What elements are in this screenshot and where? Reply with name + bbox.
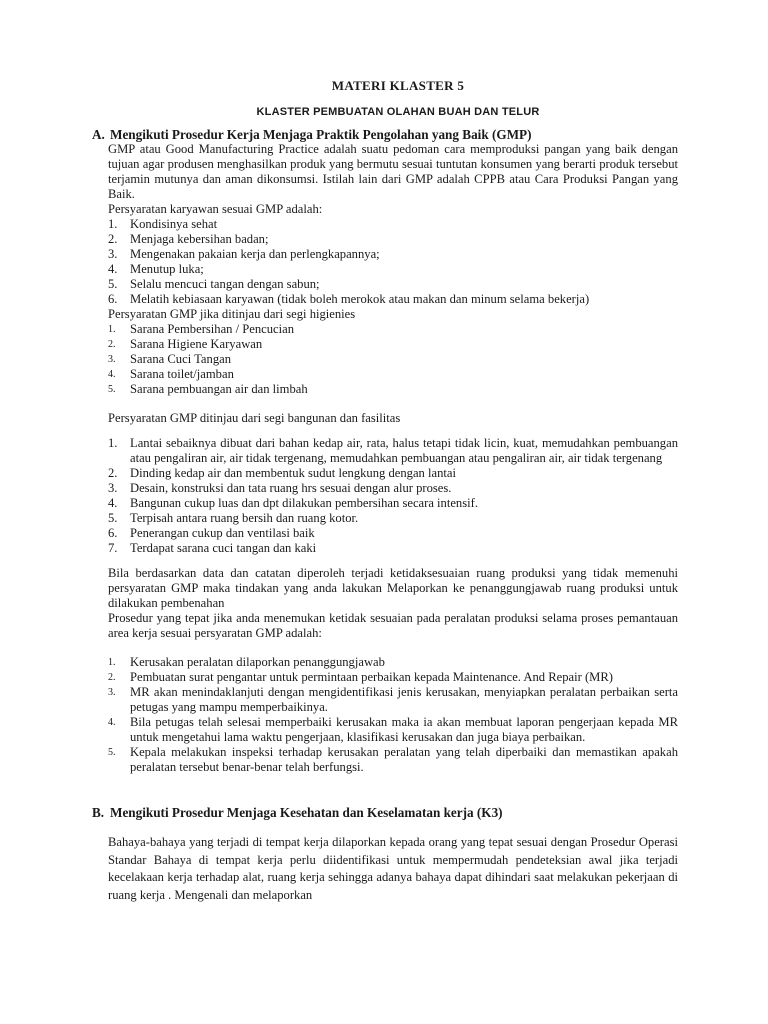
list-text: Penerangan cukup dan ventilasi baik <box>130 526 315 540</box>
list-item <box>108 337 678 352</box>
list-item <box>108 685 678 715</box>
list-number: 1. <box>108 217 118 231</box>
list-number: 4. <box>108 262 118 276</box>
list-item <box>108 277 678 292</box>
list-item <box>108 481 678 496</box>
list-number: 7. <box>108 541 118 555</box>
list-number: 5. <box>108 747 116 758</box>
list-item <box>108 232 678 247</box>
list-item <box>108 322 678 337</box>
list-item <box>108 352 678 367</box>
list-number: 3. <box>108 481 118 495</box>
list-item <box>108 217 678 232</box>
list-text: Bangunan cukup luas dan dpt dilakukan pembersihan secara intensif. <box>130 496 478 510</box>
list-item <box>108 466 678 481</box>
bangunan-list <box>108 436 678 556</box>
list-text: Kondisinya sehat <box>130 217 218 231</box>
gmp-intro-paragraph: GMP atau Good Manufacturing Practice adalah suatu pedoman cara memproduksi pangan yang baik dengan tujuan agar produsen menghasilkan produk yang bermutu sesuai tuntutan konsumen yang berarti produk tersebut terjamin mutunya dan aman dikonsumsi. Istilah lain dari GMP adalah CPPB atau Cara Produksi Pangan yang Baik. <box>108 142 678 201</box>
list-item <box>108 247 678 262</box>
page-title: MATERI KLASTER 5 <box>331 78 465 93</box>
list-text: Menjaga kebersihan badan; <box>130 232 269 246</box>
list-text: Terdapat sarana cuci tangan dan kaki <box>130 541 317 555</box>
list-text: Sarana pembuangan air dan limbah <box>130 382 308 396</box>
section-b-letter: B. <box>92 805 105 820</box>
list-number: 2. <box>108 466 118 480</box>
list-text: Sarana Higiene Karyawan <box>130 337 263 351</box>
list-item <box>108 496 678 511</box>
section-a-title: Mengikuti Prosedur Kerja Menjaga Praktik Pengolahan yang Baik (GMP) <box>110 127 532 142</box>
list-text: Menutup luka; <box>130 262 204 276</box>
list-number: 4. <box>108 717 116 728</box>
list-number: 1. <box>108 436 118 450</box>
list-text: Mengenakan pakaian kerja dan perlengkapannya; <box>130 247 380 261</box>
prosedur-paragraph: Prosedur yang tepat jika anda menemukan ketidak sesuaian pada peralatan produksi selama proses pemantauan area kerja sesuai persyaratan GMP adalah: <box>108 611 678 640</box>
list-text: Terpisah antara ruang bersih dan ruang kotor. <box>130 511 359 525</box>
prosedur-list <box>108 655 678 775</box>
list-number: 5. <box>108 384 116 395</box>
bangunan-label: Persyaratan GMP ditinjau dari segi bangunan dan fasilitas <box>108 411 401 425</box>
section-a-body <box>92 142 678 775</box>
list-number: 4. <box>108 369 116 380</box>
list-number: 4. <box>108 496 118 510</box>
list-text: Desain, konstruksi dan tata ruang hrs sesuai dengan alur proses. <box>130 481 452 495</box>
list-text: MR akan menindaklanjuti dengan mengidentifikasi jenis kerusakan, menyiapkan peralatan perbaikan serta petugas yang mampu memperbaikinya. <box>130 685 678 714</box>
list-number: 3. <box>108 354 116 365</box>
list-number: 2. <box>108 339 116 350</box>
list-text: Kerusakan peralatan dilaporkan penanggungjawab <box>130 655 385 669</box>
list-text: Bila petugas telah selesai memperbaiki kerusakan maka ia akan membuat laporan pengerjaan kepada MR untuk mengetahui lama waktu pengerjaan, klasifikasi kerusakan dan juga biaya perbaikan. <box>130 715 678 744</box>
karyawan-list <box>108 217 678 307</box>
list-item <box>108 436 678 466</box>
list-item <box>108 367 678 382</box>
list-number: 2. <box>108 672 116 683</box>
list-text: Sarana toilet/jamban <box>130 367 234 381</box>
list-item <box>108 670 678 685</box>
list-item <box>108 715 678 745</box>
k3-paragraph: Bahaya-bahaya yang terjadi di tempat kerja dilaporkan kepada orang yang tepat sesuai dengan Prosedur Operasi Standar Bahaya di tempat kerja perlu diidentifikasi untuk mempermudah pendeteksian awal jika terjadi kecelakaan kerja terhadap alat, ruang kerja sehingga adanya bahaya dapat dihindari saat melakukan pekerjaan di ruang kerja . Mengenali dan melaporkan <box>108 835 678 902</box>
list-item <box>108 292 678 307</box>
list-item <box>108 526 678 541</box>
list-text: Selalu mencuci tangan dengan sabun; <box>130 277 320 291</box>
list-number: 6. <box>108 526 118 540</box>
karyawan-label: Persyaratan karyawan sesuai GMP adalah: <box>108 202 323 216</box>
list-number: 2. <box>108 232 118 246</box>
ketidaksesuaian-paragraph: Bila berdasarkan data dan catatan diperoleh terjadi ketidaksesuaian ruang produksi yang tidak memenuhi persyaratan GMP maka tindakan yang anda lakukan Melaporkan ke penanggungjawab ruang produksi untuk dilakukan pembenahan <box>108 566 678 610</box>
list-number: 6. <box>108 292 118 306</box>
section-a-letter: A. <box>92 127 105 142</box>
list-item <box>108 262 678 277</box>
list-text: Dinding kedap air dan membentuk sudut lengkung dengan lantai <box>130 466 456 480</box>
document-content <box>92 68 678 904</box>
list-text: Sarana Pembersihan / Pencucian <box>130 322 295 336</box>
section-b-title: Mengikuti Prosedur Menjaga Kesehatan dan Keselamatan kerja (K3) <box>110 805 503 820</box>
list-number: 5. <box>108 277 118 291</box>
list-number: 1. <box>108 657 116 668</box>
higienies-list <box>108 322 678 397</box>
list-text: Kepala melakukan inspeksi terhadap kerusakan peralatan yang telah diperbaiki dan memastikan apakah peralatan tersebut benar-benar telah berfungsi. <box>130 745 678 774</box>
page-subtitle: KLASTER PEMBUATAN OLAHAN BUAH DAN TELUR <box>256 106 540 118</box>
higienies-label: Persyaratan GMP jika ditinjau dari segi higienies <box>108 307 356 321</box>
list-item <box>108 382 678 397</box>
list-number: 3. <box>108 247 118 261</box>
list-number: 5. <box>108 511 118 525</box>
section-a-heading <box>92 127 678 142</box>
list-text: Lantai sebaiknya dibuat dari bahan kedap air, rata, halus tetapi tidak licin, kuat, memudahkan pembuangan atau pengaliran air, air tidak tergenang, memudahkan pembuangan atau pengaliran air, air tidak tergenang <box>130 436 678 465</box>
section-b-heading <box>92 805 678 820</box>
list-item <box>108 655 678 670</box>
list-text: Pembuatan surat pengantar untuk permintaan perbaikan kepada Maintenance. And Repair (MR) <box>130 670 613 684</box>
list-item <box>108 745 678 775</box>
list-item <box>108 541 678 556</box>
section-b-body <box>92 834 678 904</box>
list-text: Melatih kebiasaan karyawan (tidak boleh merokok atau makan dan minum selama bekerja) <box>130 292 590 306</box>
list-number: 1. <box>108 324 116 335</box>
list-item <box>108 511 678 526</box>
list-number: 3. <box>108 687 116 698</box>
list-text: Sarana Cuci Tangan <box>130 352 232 366</box>
